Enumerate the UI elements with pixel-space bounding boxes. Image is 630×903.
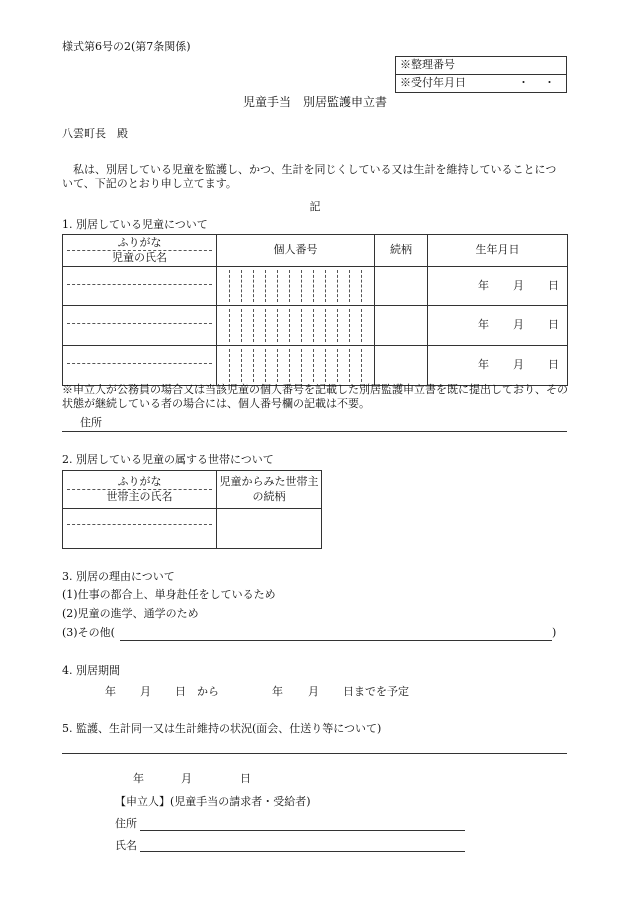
uketsuke-date-field[interactable] [396, 75, 567, 93]
child-address-line[interactable] [62, 431, 567, 432]
addressee: 八雲町長 殿 [62, 127, 128, 140]
relation-cell[interactable] [375, 306, 428, 346]
applicant-address-line[interactable] [140, 830, 465, 831]
children-table [62, 234, 568, 386]
child-name-header: 児童の氏名 [112, 251, 167, 264]
footer-year: 年 [133, 772, 144, 785]
mynumber-cell[interactable] [217, 267, 375, 306]
furigana-header: ふりがな [67, 475, 212, 490]
birthdate-cell[interactable]: 年 月 日 [428, 346, 568, 386]
section5-heading: 5. 監護、生計同一又は生計維持の状況(面会、仕送り等について) [62, 722, 382, 735]
table-row [63, 346, 568, 386]
seiri-number-field[interactable] [396, 57, 567, 75]
birthdate-cell[interactable]: 年 月 日 [428, 306, 568, 346]
applicant-label: 【申立人】(児童手当の請求者・受給者) [115, 795, 311, 808]
applicant-address-label: 住所 [115, 817, 137, 830]
householder-name-cell[interactable] [63, 509, 217, 549]
uketsuke-date-label: ※受付年月日 [400, 76, 466, 90]
footer-month: 月 [181, 772, 192, 785]
householder-name-header: 世帯主の氏名 [106, 490, 173, 503]
from-year: 年 [105, 685, 116, 698]
to-day: 日までを予定 [343, 685, 409, 698]
mynumber-note: ※申立人が公務員の場合又は当該児童の個人番号を記載した別居監護申立書を既に提出しており、その状態が継続している者の場合には、個人番号欄の記載は不要。 [62, 383, 568, 411]
table-row [63, 267, 568, 306]
child-name-cell[interactable] [63, 306, 217, 346]
section3-heading: 3. 別居の理由について [62, 570, 175, 583]
child-address-label: 住所 [80, 416, 102, 429]
from-day: 日 から [175, 685, 219, 698]
applicant-name-label: 氏名 [115, 839, 137, 852]
reason-3-close: ) [552, 626, 557, 639]
applicant-name-line[interactable] [140, 851, 465, 852]
child-name-cell[interactable] [63, 267, 217, 306]
section4-heading: 4. 別居期間 [62, 664, 120, 677]
reason-2: (2)児童の進学、通学のため [62, 607, 199, 620]
reason-1: (1)仕事の都合上、単身赴任をしているため [62, 588, 276, 601]
relation-cell[interactable] [375, 267, 428, 306]
household-table [62, 470, 322, 549]
mynumber-header: 個人番号 [217, 235, 375, 267]
ki-heading: 記 [309, 200, 321, 213]
child-name-cell[interactable] [63, 346, 217, 386]
table-row [63, 306, 568, 346]
section1-heading: 1. 別居している児童について [62, 218, 208, 231]
reason-other-line[interactable] [120, 640, 552, 641]
reason-3: (3)その他( [62, 626, 115, 639]
intro-text: 私は、別居している児童を監護し、かつ、生計を同じくしている又は生計を維持していることについて、下記のとおり申し立てます。 [62, 163, 557, 191]
table-row [63, 509, 322, 549]
date-dot: ・ [544, 76, 555, 90]
householder-relation-header: 児童からみた世帯主の続柄 [217, 471, 322, 509]
to-month: 月 [308, 685, 319, 698]
birthdate-cell[interactable]: 年 月 日 [428, 267, 568, 306]
to-year: 年 [272, 685, 283, 698]
furigana-name-header [63, 235, 217, 267]
furigana-header: ふりがな [67, 236, 212, 251]
footer-day: 日 [240, 772, 251, 785]
situation-line[interactable] [62, 753, 567, 754]
registry-box [395, 56, 567, 93]
relation-header: 続柄 [375, 235, 428, 267]
householder-relation-cell[interactable] [217, 509, 322, 549]
seiri-number-label: ※整理番号 [400, 58, 455, 72]
section2-heading: 2. 別居している児童の属する世帯について [62, 453, 274, 466]
mynumber-cell[interactable] [217, 306, 375, 346]
mynumber-cell[interactable] [217, 346, 375, 386]
form-number: 様式第6号の2(第7条関係) [62, 40, 191, 53]
date-dot: ・ [518, 76, 529, 90]
relation-cell[interactable] [375, 346, 428, 386]
from-month: 月 [140, 685, 151, 698]
birthdate-header: 生年月日 [428, 235, 568, 267]
page-title: 児童手当 別居監護申立書 [242, 95, 387, 109]
household-name-header [63, 471, 217, 509]
